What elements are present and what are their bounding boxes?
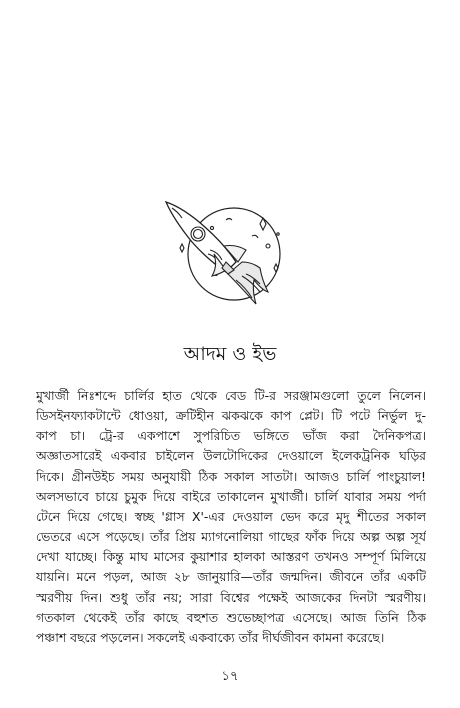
rocket-icon bbox=[150, 196, 310, 316]
paragraph-line: স্মরণীয় দিন। শুধু তাঁর নয়; সারা বিশ্বের পক্ষেই আজকের দিনটা স্মরণীয়। bbox=[36, 589, 426, 605]
paragraph-line: অলসভাবে চায়ে চুমুক দিয়ে বাইরে তাকালেন মুখার্জী। চার্লি যাবার সময় পর্দা bbox=[36, 488, 426, 504]
chapter-paragraph bbox=[36, 386, 426, 648]
paragraph-line: অজ্ঞাতসারেই একবার চাইলেন উলটোদিকের দেওয়ালে ইলেকট্রনিক ঘড়ির bbox=[36, 448, 426, 464]
paragraph-line: যায়নি। মনে পড়ল, আজ ২৮ জানুয়ারি—তাঁর জন্মদিন। জীবনে তাঁর একটি bbox=[36, 569, 426, 585]
page-number: ১৭ bbox=[221, 669, 239, 684]
paragraph-line: দেখা যাচ্ছে। কিন্তু মাঘ মাসের কুয়াশার হালকা আস্তরণ তখনও সম্পূর্ণ মিলিয়ে bbox=[36, 549, 426, 565]
chapter-title: আদম ও ইভ bbox=[183, 343, 277, 365]
paragraph-line: মুখার্জী নিঃশব্দে চার্লির হাত থেকে বেড টি-র সরঞ্জামগুলো তুলে নিলেন। bbox=[36, 388, 426, 403]
paragraph-line: ভেতরে এসে পড়েছে। তাঁর প্রিয় ম্যাগনোলিয়া গাছের ফাঁক দিয়ে অল্প অল্প সূর্য bbox=[36, 529, 426, 545]
paragraph-line: ডিসইনফ্যাকটান্টে ধোওয়া, ক্রটিহীন ঝকঝকে কাপ প্লেট। টি পটে নির্ভুল দু- bbox=[36, 408, 426, 424]
paragraph-line: গতকাল থেকেই তাঁর কাছে বহুশত শুভেচ্ছাপত্র এসেছে। আজ তিনি ঠিক bbox=[36, 609, 426, 625]
paragraph-line: কাপ চা। ট্রে-র একপাশে সুপরিচিত ভঙ্গিতে ভাঁজ করা দৈনিকপত্র। bbox=[36, 428, 426, 444]
rocket-illustration bbox=[150, 196, 310, 316]
paragraph-line: দিকে। গ্রীনউইচ সময় অনুযায়ী ঠিক সকাল সাতটা। আজও চার্লি পাংচুয়াল! bbox=[36, 468, 426, 484]
paragraph-line: টেনে দিয়ে গেছে। স্বচ্ছ 'গ্লাস X'-এর দেওয়াল ভেদ করে মৃদু শীতের সকাল bbox=[36, 508, 426, 524]
paragraph-line: পঞ্চাশ বছরে পড়লেন। সকলেই একবাক্যে তাঁর দীর্ঘজীবন কামনা করেছে। bbox=[36, 629, 385, 645]
